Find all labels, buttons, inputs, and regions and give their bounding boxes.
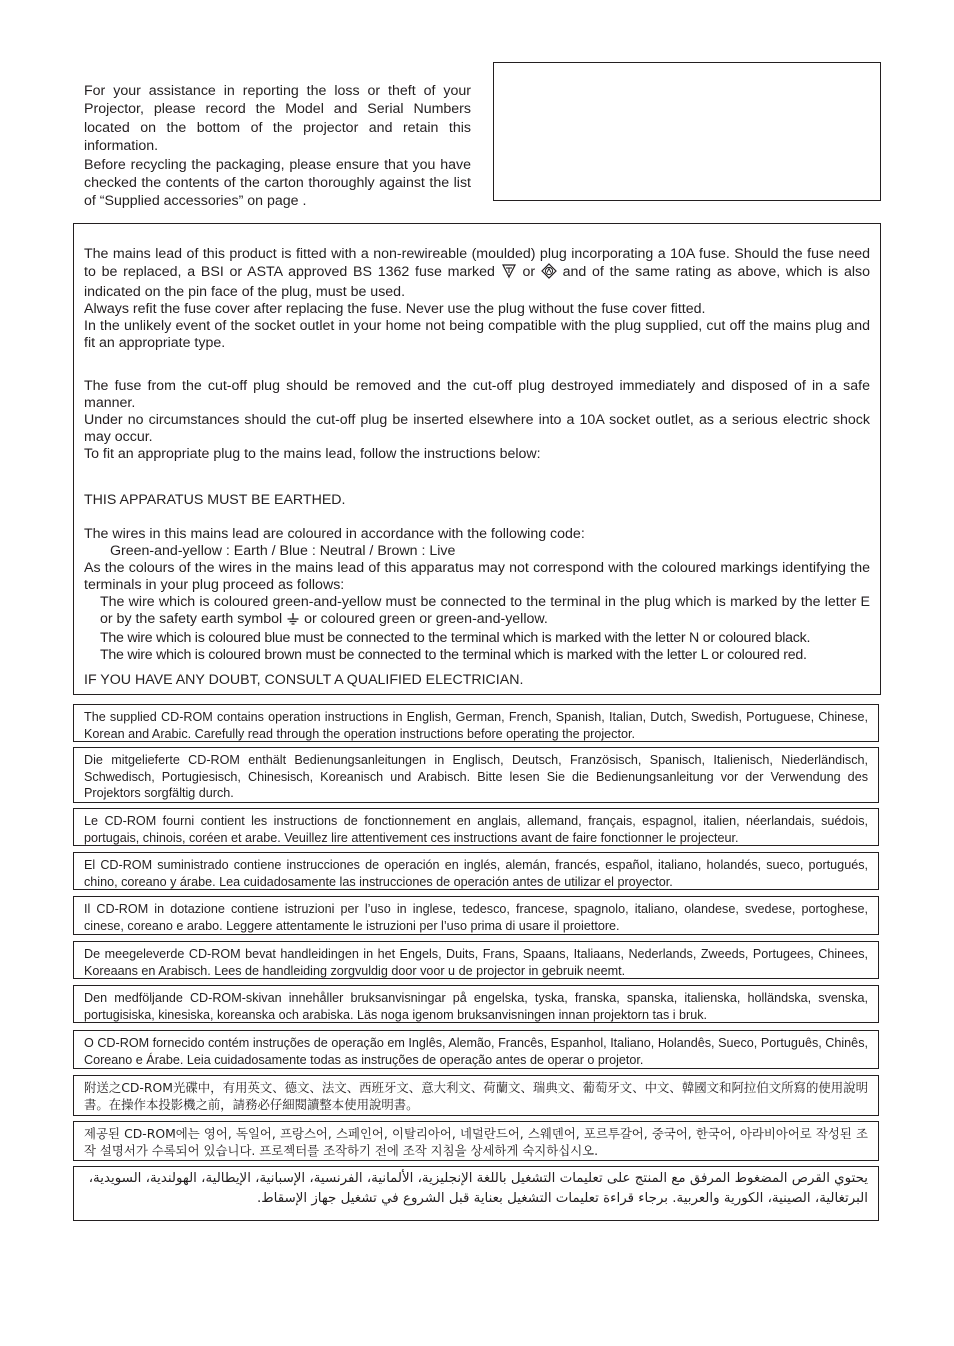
cdrom-notice-spanish: El CD-ROM suministrado contiene instrucciones de operación en inglés, alemán, francés, español, italiano, holandés, sueco, portugués, chino, coreano y árabe. Lea cuidadosamente las instrucciones de operación antes de utilizar el proyector. [73,852,879,890]
wires-markings-paragraph: As the colours of the wires in the mains lead of this apparatus may not correspond with the coloured markings identifying the terminals in your plug proceed as follows: [84,559,870,593]
cdrom-notice-chinese: 附送之CD-ROM光碟中，有用英文、德文、法文、西班牙文、意大利文、荷蘭文、瑞典文、葡萄牙文、中文、韓國文和阿拉伯文所寫的使用說明書。在操作本投影機之前，請務必仔細閱讀整本使用說明書。 [73,1075,879,1116]
earth-symbol-icon [286,612,300,631]
wire-green-text-a: The wire which is coloured green-and-yellow must be connected to the terminal in the plug which is marked by the letter E or by the safety earth symbol [100,593,870,627]
wire-brown-rule: The wire which is coloured brown must be connected to the terminal which is marked with the letter L or coloured red. [100,647,807,664]
cdrom-notice-swedish: Den medföljande CD-ROM-skivan innehåller bruksanvisningar på engelska, tyska, franska, spanska, italienska, holländska, svenska, portugisiska, kinesiska, koreanska och arabiska. Läs noga igenom bruksanvisningen innan projektorn tas i bruk. [73,985,879,1023]
cutoff-plug-section [84,378,870,463]
cdrom-notice-english: The supplied CD-ROM contains operation instructions in English, German, French, Spanish, Italian, Dutch, Swedish, Portuguese, Chinese, Korean and Arabic. Carefully read through the operation instructions before operating the projector. [73,704,879,742]
cdrom-notice-dutch: De meegeleverde CD-ROM bevat handleidingen in het Engels, Duits, Frans, Spaans, Italiaans, Nederlands, Zweeds, Portugees, Chinees, Koreaans en Arabisch. Lees de handleiding zorgvuldig door voor u de projector in gebruik neemt. [73,941,879,979]
cdrom-notice-italian: Il CD-ROM in dotazione contiene istruzioni per l’uso in inglese, tedesco, francese, spagnolo, italiano, olandese, svedese, portoghese, cinese, coreano e arabo. Leggere attentamente le istruzioni per l’uso prima di usare il proiettore. [73,896,879,935]
cutoff-dispose-paragraph: The fuse from the cut-off plug should be removed and the cut-off plug destroyed immediately and disposed of in a safe manner. [84,378,870,411]
wire-green-text-b: or coloured green or green-and-yellow. [304,610,548,627]
intro-paragraph-record: For your assistance in reporting the loss or theft of your Projector, please record the Model and Serial Numbers located on the bottom of the projector and retain this information. [84,83,471,155]
fuse-section [84,246,870,351]
cutoff-instructions-paragraph: To fit an appropriate plug to the mains lead, follow the instructions below: [84,445,541,462]
fuse-text-or: or [522,263,536,280]
cdrom-notice-french: Le CD-ROM fourni contient les instructions de fonctionnement en anglais, allemand, français, espagnol, italien, néerlandais, suédois, portugais, chinois, coréen et arabe. Veuillez lire attentivement ces instructions avant de faire fonctionner le projecteur. [73,808,879,846]
fuse-text-a: The mains lead of this product is fitted with a non-rewireable (moulded) plug incorporating a 10A fuse. Should the fuse need to be replaced, a BSI or ASTA approved BS 1362 fuse marked [84,246,870,280]
cdrom-notice-arabic: يحتوي القرص المضغوط المرفق مع المنتج على تعليمات التشغيل باللغة الإنجليزية، الألمانية، الفرنسية، الإسبانية، الإيطالية، الهولندية، السويدية، البرتغالية، الصينية، الكورية والعربية. برجاء قراءة تعليمات التشغيل بعناية قبل الشروع في تشغيل جهاز الإسقاط. [73,1166,879,1221]
fuse-text-b: and of the same rating as above, which is also indicated on the pin face of the plug, must be used. [84,263,870,300]
cdrom-notice-german: Die mitgelieferte CD-ROM enthält Bedienungsanleitungen in Englisch, Deutsch, Französisch, Spanisch, Italienisch, Niederländisch, Schwedisch, Portugiesisch, Chinesisch, Koreanisch und Arabisch. Bitte lesen Sie die Bedienungsanleitung vor der Verwendung des Projektors sorgfältig durch. [73,747,879,803]
intro-text [84,82,471,211]
consult-electrician-notice: IF YOU HAVE ANY DOUBT, CONSULT A QUALIFIED ELECTRICIAN. [84,672,524,688]
wire-blue-rule: The wire which is coloured blue must be connected to the terminal which is marked with the letter N or coloured black. [100,630,811,647]
socket-paragraph: In the unlikely event of the socket outlet in your home not being compatible with the plug supplied, cut off the mains plug and fit an appropriate type. [84,317,870,351]
intro-paragraph-recycling: Before recycling the packaging, please ensure that you have checked the contents of the carton thoroughly against the list of “Supplied accessories” on page . [84,156,471,210]
wires-colour-code: Green-and-yellow : Earth / Blue : Neutral / Brown : Live [110,542,456,559]
cdrom-notice-portuguese: O CD-ROM fornecido contém instruções de operação em Inglês, Alemão, Francês, Espanhol, Italiano, Holandês, Sueco, Português, Chinês, Coreano e Árabe. Leia cuidadosamente todas as instruções de operação antes de operar o projetor. [73,1030,879,1069]
earthed-heading: THIS APPARATUS MUST BE EARTHED. [84,492,346,508]
fuse-paragraph [84,246,870,301]
bsi-kitemark-icon [501,263,517,284]
cdrom-notice-korean: 제공된 CD-ROM에는 영어, 독일어, 프랑스어, 스페인어, 이탈리아어, 네덜란드어, 스웨덴어, 포르투갈어, 중국어, 한국어, 아라비아어로 작성된 조작 설명서가 수록되어 있습니다. 프로젝터를 조작하기 전에 조작 지침을 상세하게 숙지하십시오. [73,1121,879,1161]
cutoff-warning-paragraph: Under no circumstances should the cut-off plug be inserted elsewhere into a 10A socket outlet, as a serious electric shock may occur. [84,411,870,445]
wires-section [84,526,870,664]
fuse-cover-paragraph: Always refit the fuse cover after replacing the fuse. Never use the plug without the fuse cover fitted. [84,300,706,317]
model-serial-record-box [493,62,881,201]
wire-green-yellow-rule [84,594,870,631]
wires-code-intro: The wires in this mains lead are coloured in accordance with the following code: [84,526,585,542]
asta-mark-icon [541,263,557,284]
